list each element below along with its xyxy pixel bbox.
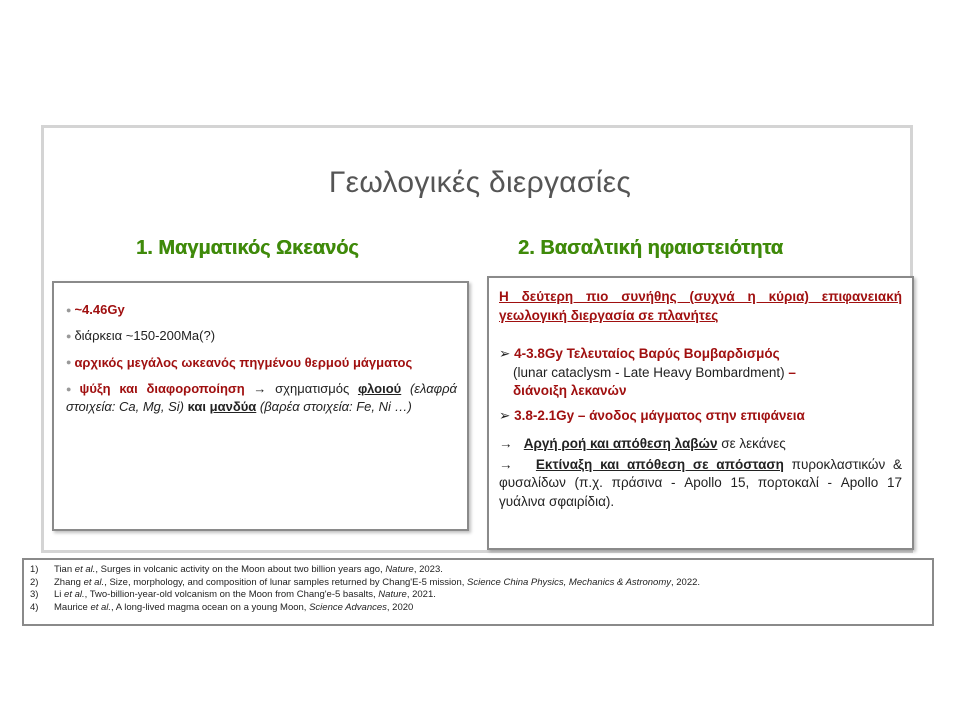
arrowhead-icon: ➢ (499, 346, 511, 361)
reference-journal: Nature (385, 564, 414, 575)
bullet-initial-ocean (66, 354, 457, 372)
mantle-note: (βαρέα στοιχεία: Fe, Ni …) (259, 399, 412, 415)
dash-text: – (788, 364, 796, 380)
reference-etal: et al. (83, 576, 105, 588)
mantle-text: μανδύα (209, 399, 257, 415)
bullet-dot-icon: ● (66, 357, 72, 368)
bullet-duration (66, 327, 457, 345)
reference-year: , 2020 (386, 601, 414, 613)
reference-year: , 2022. (671, 576, 701, 588)
point-magma-rise (499, 407, 902, 426)
point-bombardment (499, 345, 902, 401)
reference-number: 4) (30, 601, 39, 613)
reference-journal: Science Advances (309, 601, 387, 613)
reference-author: Zhang (54, 576, 81, 588)
cooling-text: ψύξη και διαφοροποίηση (79, 380, 245, 396)
lava-flow-rest: σε λεκάνες (721, 436, 786, 451)
formation-text: σχηματισμός (275, 380, 350, 396)
reference-year: , 2021. (406, 589, 436, 600)
reference-title: , A long-lived magma ocean on a young Moon, (111, 601, 307, 613)
basaltic-volcanism-box (487, 276, 914, 550)
basin-opening-text: διάνοιξη λεκανών (513, 383, 627, 398)
slide-title: Γεωλογικές διεργασίες (328, 166, 632, 199)
right-heading: 2. Βασαλτική ηφαιστειότητα (518, 237, 783, 259)
reference-title: , Surges in volcanic activity on the Moon about two billion years ago, (95, 564, 383, 575)
arrow-right-icon: → (499, 456, 513, 472)
reference-item (30, 564, 926, 577)
reference-year: , 2023. (413, 564, 443, 575)
bullet-age (66, 301, 457, 319)
reference-item (30, 589, 926, 602)
reference-item (30, 577, 926, 590)
reference-etal: et al. (90, 601, 112, 613)
bullet-cooling (66, 380, 457, 416)
reference-title: , Two-billion-year-old volcanism on the Moon from Chang'e-5 basalts, (84, 589, 376, 600)
ejection-text: Εκτίναξη και απόθεση σε απόσταση (535, 456, 784, 472)
ejection-rest: πυροκλαστικών & φυσαλίδων (π.χ. πράσινα - Apollo 15, πορτοκαλί - Apollo 17 γυάλινα σφαιρίδια). (499, 456, 902, 509)
reference-number: 3) (30, 589, 39, 600)
bullet-dot-icon: ● (66, 383, 77, 394)
arrow-right-icon: → (253, 380, 267, 396)
reference-item (30, 602, 926, 615)
lava-flow-text: Αργή ροή και απόθεση λαβών (523, 436, 718, 451)
reference-journal: Science China Physics, Mechanics & Astronomy (467, 576, 671, 588)
reference-etal: et al. (74, 564, 96, 575)
and-text: και (187, 399, 207, 415)
reference-author: Maurice (54, 601, 88, 613)
left-heading: 1. Μαγματικός Ωκεανός (136, 237, 359, 259)
magma-rise-text: 3.8-2.1Gy – άνοδος μάγματος στην επιφάνεια (514, 407, 805, 423)
bullet-dot-icon: ● (66, 331, 72, 342)
magma-ocean-box (52, 281, 469, 531)
lhb-text: (lunar cataclysm - Late Heavy Bombardment) (513, 364, 785, 380)
duration-text: διάρκεια ~150-200Ma(?) (74, 328, 216, 344)
age-text: ~4.46Gy (74, 302, 125, 317)
reference-author: Tian (54, 564, 73, 575)
crust-note: (ελαφρά στοιχεία: Ca, Mg, Si) (66, 380, 457, 415)
reference-journal: Nature (378, 589, 407, 600)
reference-etal: et al. (64, 589, 85, 600)
references-box (22, 558, 934, 626)
reference-author: Li (54, 589, 62, 600)
initial-ocean-text: αρχικός μεγάλος ωκεανός πηγμένου θερμού μάγματος (74, 354, 413, 370)
bombardment-text: 4-3.8Gy Τελευταίος Βαρύς Βομβαρδισμός (514, 346, 780, 361)
intro-text: Η δεύτερη πιο συνήθης (συχνά η κύρια) επιφανειακή γεωλογική διεργασία σε πλανήτες (499, 289, 902, 323)
reference-number: 1) (30, 564, 39, 575)
reference-number: 2) (30, 576, 39, 588)
arrow-right-icon: → (499, 436, 513, 451)
crust-text: φλοιού (357, 380, 402, 396)
point-lava-flow (499, 435, 902, 454)
point-ejection (499, 456, 902, 512)
bullet-dot-icon: ● (66, 304, 72, 315)
arrowhead-icon: ➢ (499, 407, 511, 423)
reference-title: , Size, morphology, and composition of lunar samples returned by Chang'E-5 mission, (104, 576, 465, 588)
